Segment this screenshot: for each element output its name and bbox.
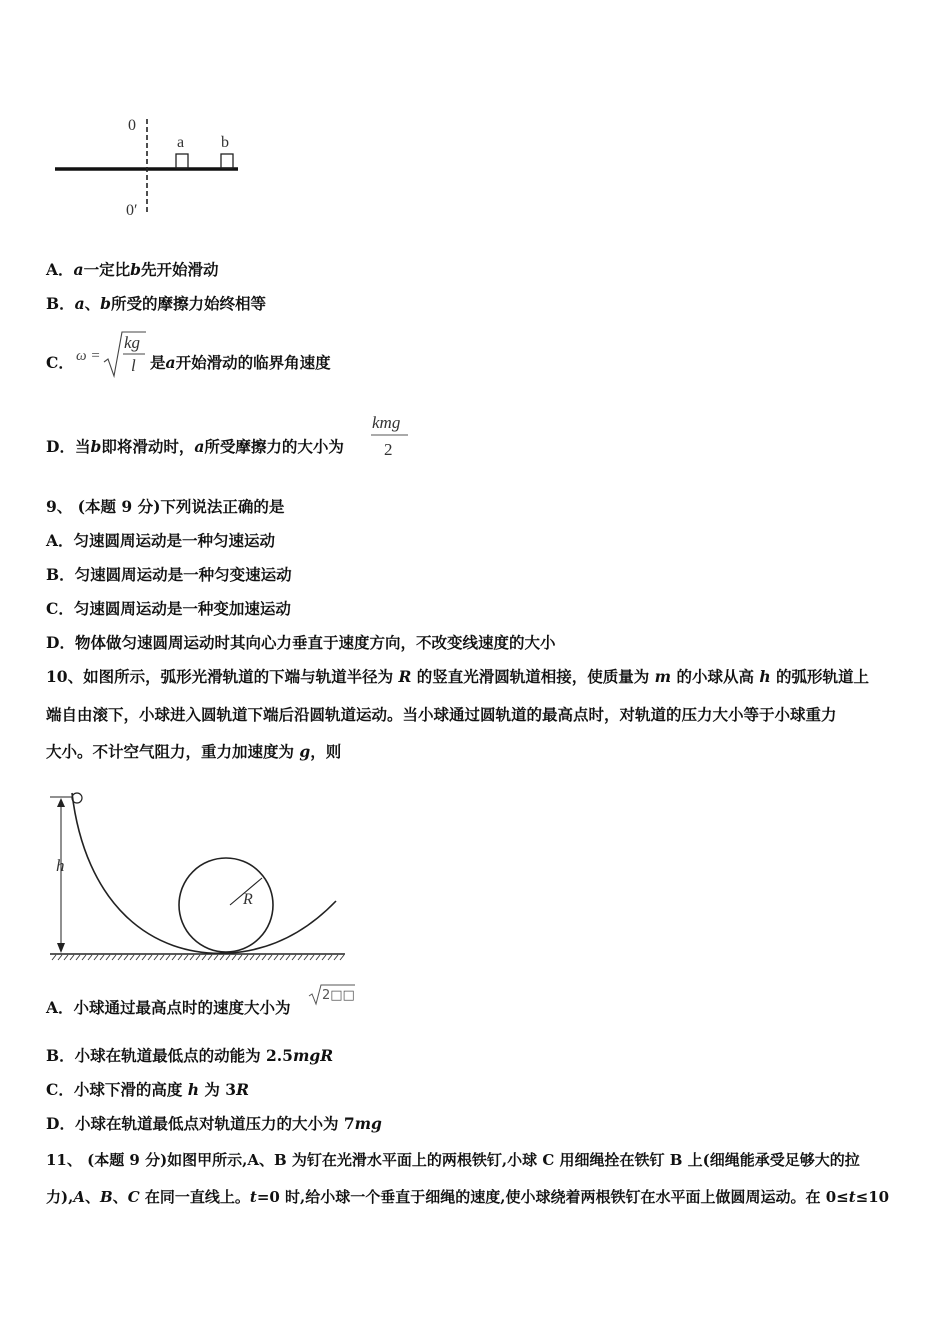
q8-option-c: C． (46, 353, 74, 372)
frac-den: 2 (384, 440, 393, 459)
omega-symbol: ω = (76, 348, 101, 364)
q11-stem-line2: 力),A、B、C 在同一直线上。t=0 时,给小球一个垂直于细绳的速度,使小球绕着两根铁钉在水平面上做圆周运动。在 0≤t≤10 (46, 1188, 890, 1206)
height-arrow-head-top (57, 798, 65, 807)
label-o-bottom: 0′ (126, 202, 138, 219)
sqrt-answer (307, 982, 357, 1006)
q8-option-d: D．当b即将滑动时，a所受摩擦力的大小为 (46, 437, 344, 456)
q9-option-b: B．匀速圆周运动是一种匀变速运动 (46, 565, 292, 584)
label-b: b (221, 134, 229, 151)
arc-track (72, 793, 336, 953)
q11-stem-line1: 11、 (本题 9 分)如图甲所示,A、B 为钉在光滑水平面上的两根铁钉,小球 C 用细绳拴在铁钉 B 上(细绳能承受足够大的拉 (46, 1151, 860, 1169)
q8-option-c-text: 是a开始滑动的临界角速度 (150, 353, 331, 372)
sqrt-radicand: 2□□ (322, 988, 355, 1003)
omega-formula (74, 328, 150, 380)
height-arrow-head-bottom (57, 943, 65, 953)
block-b (221, 154, 233, 168)
label-a: a (177, 134, 185, 151)
q10-option-d: D．小球在轨道最低点对轨道压力的大小为 7mg (46, 1114, 382, 1133)
q10-option-c: C．小球下滑的高度 h 为 3R (46, 1080, 249, 1099)
label-o-top: 0 (128, 117, 136, 134)
q10-option-a: A．小球通过最高点时的速度大小为 (46, 998, 291, 1017)
label-r: R (243, 891, 253, 908)
q9-option-c: C．匀速圆周运动是一种变加速运动 (46, 599, 291, 618)
loop-circle (179, 858, 273, 952)
frac-num: kmg (372, 413, 401, 432)
frac-num: kg (124, 333, 141, 352)
block-a (176, 154, 188, 168)
q10-stem-line1: 10、如图所示，弧形光滑轨道的下端与轨道半径为 R 的竖直光滑圆轨道相接，使质量为 m 的小球从高 h 的弧形轨道上 (46, 667, 870, 686)
frac-den: l (131, 356, 136, 375)
q10-stem-line3: 大小。不计空气阻力，重力加速度为 g，则 (46, 742, 342, 761)
kmg-fraction (368, 410, 412, 462)
q8-option-b: B．a、b所受的摩擦力始终相等 (46, 294, 267, 313)
ground-hatch (52, 955, 344, 960)
q9-stem: 9、 (本题 9 分)下列说法正确的是 (46, 497, 285, 516)
q10-option-b: B．小球在轨道最低点的动能为 2.5mgR (46, 1046, 334, 1065)
turntable-figure (40, 105, 260, 230)
q9-option-d: D．物体做匀速圆周运动时其向心力垂直于速度方向，不改变线速度的大小 (46, 633, 556, 652)
loop-track-figure (40, 783, 360, 973)
q8-option-a: A．a一定比b先开始滑动 (46, 260, 219, 279)
label-h: h (56, 856, 65, 875)
q9-option-a: A．匀速圆周运动是一种匀速运动 (46, 531, 276, 550)
q10-stem-line2: 端自由滚下，小球进入圆轨道下端后沿圆轨道运动。当小球通过圆轨道的最高点时，对轨道的压力大小等于小球重力 (46, 705, 837, 724)
